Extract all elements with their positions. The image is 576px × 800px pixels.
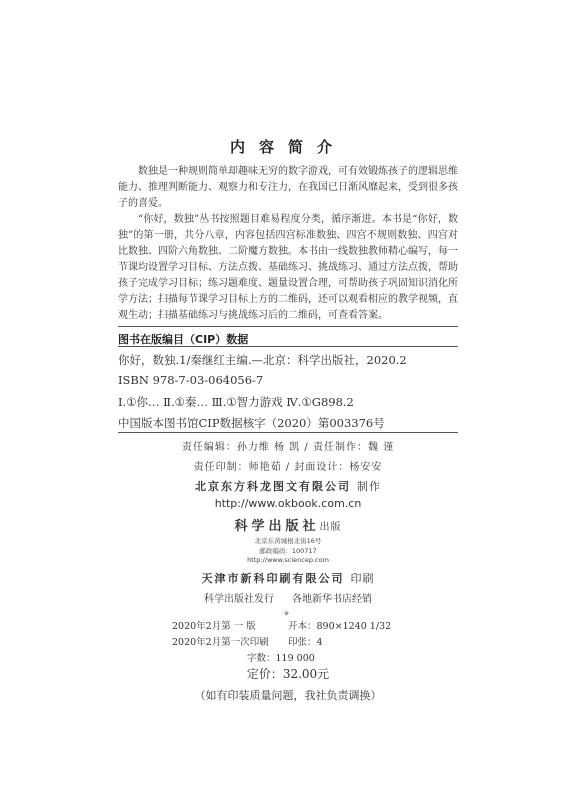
printer-name: 天津市新科印刷有限公司 xyxy=(201,572,345,585)
producer-url: http://www.okbook.com.cn xyxy=(214,497,362,510)
distribution-line xyxy=(0,590,576,605)
cip-line-record: 中国版本图书馆CIP数据核字（2020）第003376号 xyxy=(118,416,385,430)
cip-line-title: 你好，数独.1/秦继红主编.—北京：科学出版社，2020.2 xyxy=(118,353,407,367)
sheets-info: 印张：4 xyxy=(288,637,323,648)
publisher-postcode: 邮政编码：100717 xyxy=(259,547,317,555)
producer-line xyxy=(0,478,576,494)
format-info: 开本：890×1240 1/32 xyxy=(288,621,392,632)
responsible-printing: 责任印制：师艳茹 / 封面设计：杨安安 xyxy=(193,462,383,473)
cip-line-isbn: ISBN 978-7-03-064056-7 xyxy=(118,373,264,387)
printer-role: 印刷 xyxy=(350,572,375,585)
divider-bottom xyxy=(118,432,458,433)
distributor: 科学出版社发行 xyxy=(204,594,274,605)
divider-cip xyxy=(118,346,458,347)
printing-info: 2020年2月第一次印刷 xyxy=(172,637,269,648)
sellers: 各地新华书店经销 xyxy=(292,594,372,605)
publisher-website: http://www.sciencep.com xyxy=(247,556,329,564)
cip-line-classification: Ⅰ.①你… Ⅱ.①秦… Ⅲ.①智力游戏 Ⅳ.①G898.2 xyxy=(118,395,354,409)
divider-top xyxy=(118,326,458,327)
producer-role: 制作 xyxy=(357,480,381,493)
intro-paragraph-1: 数独是一种规则简单却趣味无穷的数字游戏，可有效锻炼孩子的逻辑思维能力、推理判断能力、观察力和专注力，在我国已日渐风靡起来，受到很多孩子的喜爱。 xyxy=(118,166,458,209)
cip-heading: 图书在版编目（CIP）数据 xyxy=(118,333,249,346)
responsible-editors: 责任编辑：孙力维 杨 凯 / 责任制作：魏 谨 xyxy=(181,442,395,453)
printer-line xyxy=(0,570,576,586)
edition-info: 2020年2月第 一 版 xyxy=(172,621,256,632)
producer-name: 北京东方科龙图文有限公司 xyxy=(195,480,351,493)
price: 定价：32.00元 xyxy=(246,667,330,681)
publisher-role: 出版 xyxy=(319,522,342,533)
publisher-line xyxy=(0,515,576,534)
separator-mark: ※ xyxy=(284,610,290,617)
quality-notice: （如有印装质量问题，我社负责调换） xyxy=(194,689,382,702)
page-title: 内容简介 xyxy=(229,138,346,156)
publisher-address: 北京东黄城根北街16号 xyxy=(254,537,322,545)
publisher-name: 科学出版社 xyxy=(234,519,320,534)
intro-paragraph-2: “你好，数独”丛书按照题目难易程度分类，循序渐进。本书是“你好，数独”的第一册，共分八章，内容包括四宫标准数独、四宫不规则数独、四宫对比数独、四阶六角数独、二阶魔方数独。本书由一线数独教师精心编写，每一节课均设置学习目标、方法点拨、基础练习、挑战练习、通过方法点拨，帮助孩子完成学习目标；练习题难度、题量设置合理，可帮助孩子巩固知识消化所学方法；扫描每节课学习目标上方的二维码，还可以观看相应的教学视频，直观生动；扫描基础练习与挑战练习后的二维码，可查看答案。 xyxy=(118,214,458,321)
word-count: 字数：119 000 xyxy=(247,653,315,664)
